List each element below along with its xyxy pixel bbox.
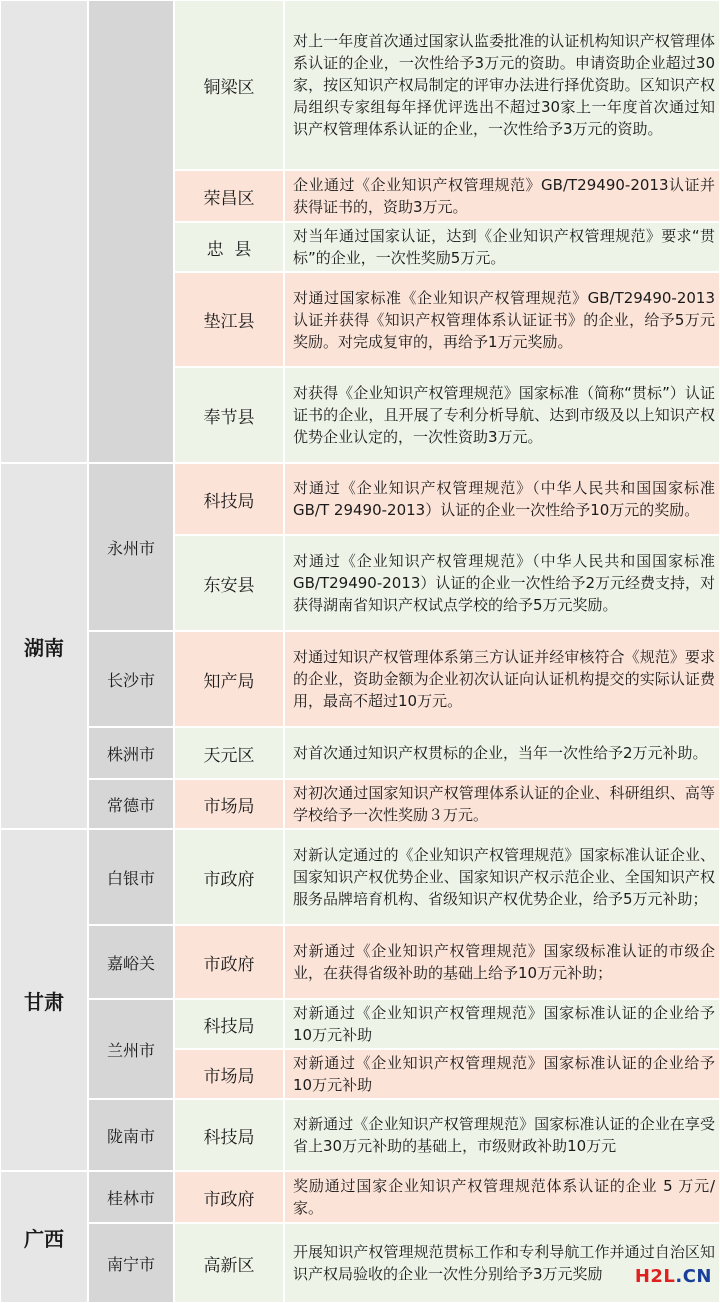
table-row xyxy=(0,727,720,779)
city-cell: 南宁市 xyxy=(88,1223,174,1303)
policy-text: 对新认定通过的《企业知识产权管理规范》国家标准认证企业、国家知识产权优势企业、国家知识产权示范企业、全国知识产权服务品牌培育机构、省级知识产权优势企业，给予5万元补助； xyxy=(284,829,720,925)
policy-text: 对通过《企业知识产权管理规范》（中华人民共和国国家标准GB/T29490-2013）认证的企业一次性给予2万元经费支持，对获得湖南省知识产权试点学校的给予5万元奖励。 xyxy=(284,535,720,631)
table-row xyxy=(0,463,720,535)
dept-cell: 东安县 xyxy=(174,535,284,631)
policy-text: 奖励通过国家企业知识产权管理规范体系认证的企业 5 万元/家。 xyxy=(284,1171,720,1223)
table-row xyxy=(0,1171,720,1223)
table-row xyxy=(0,1099,720,1171)
city-cell: 常德市 xyxy=(88,779,174,829)
city-cell: 陇南市 xyxy=(88,1099,174,1171)
table-row xyxy=(0,631,720,727)
policy-text: 对新通过《企业知识产权管理规范》国家级标准认证的市级企业，在获得省级补助的基础上给予10万元补助； xyxy=(284,925,720,999)
policy-text: 对获得《企业知识产权管理规范》国家标准（简称“贯标”）认证证书的企业，且开展了专利分析导航、达到市级及以上知识产权优势企业认定的，一次性资助3万元。 xyxy=(284,367,720,463)
policy-text: 对首次通过知识产权贯标的企业，当年一次性给予2万元补助。 xyxy=(284,727,720,779)
province-cell: 甘肃 xyxy=(0,829,88,1171)
policy-text: 对上一年度首次通过国家认监委批准的认证机构知识产权管理体系认证的企业，一次性给予3万元的资助。申请资助企业超过30家，按区知识产权局制定的评审办法进行择优资助。区知识产权局组织专家组每年择优评选出不超过30家上一年度首次通过知识产权管理体系认证的企业，一次性给予3万元的资助。 xyxy=(284,0,720,170)
table-row xyxy=(0,779,720,829)
dept-cell: 市政府 xyxy=(174,829,284,925)
table-row xyxy=(0,829,720,925)
dept-cell: 科技局 xyxy=(174,1099,284,1171)
dept-cell: 市政府 xyxy=(174,925,284,999)
dept-cell: 垫江县 xyxy=(174,272,284,367)
city-cell-empty xyxy=(88,0,174,463)
province-cell: 湖南 xyxy=(0,463,88,829)
city-cell: 桂林市 xyxy=(88,1171,174,1223)
city-cell: 永州市 xyxy=(88,463,174,631)
city-cell: 兰州市 xyxy=(88,999,174,1099)
dept-cell: 科技局 xyxy=(174,463,284,535)
dept-cell: 市场局 xyxy=(174,1049,284,1099)
dept-cell: 忠 县 xyxy=(174,222,284,272)
dept-cell: 市政府 xyxy=(174,1171,284,1223)
city-cell: 白银市 xyxy=(88,829,174,925)
watermark-part1: H2L xyxy=(634,1266,676,1287)
policy-text: 对初次通过国家知识产权管理体系认证的企业、科研组织、高等学校给予一次性奖励３万元。 xyxy=(284,779,720,829)
dept-cell: 荣昌区 xyxy=(174,170,284,222)
dept-cell: 市场局 xyxy=(174,779,284,829)
policy-text: 对当年通过国家认证，达到《企业知识产权管理规范》要求“贯标”的企业，一次性奖励5万元。 xyxy=(284,222,720,272)
policy-text: 对新通过《企业知识产权管理规范》国家标准认证的企业在享受省上30万元补助的基础上，市级财政补助10万元 xyxy=(284,1099,720,1171)
table-row xyxy=(0,925,720,999)
dept-cell: 知产局 xyxy=(174,631,284,727)
city-cell: 株洲市 xyxy=(88,727,174,779)
policy-text: 对通过国家标准《企业知识产权管理规范》GB/T29490-2013认证并获得《知识产权管理体系认证证书》的企业，给予5万元奖励。对完成复审的，再给予1万元奖励。 xyxy=(284,272,720,367)
province-cell: 广西 xyxy=(0,1171,88,1303)
policy-text: 对通过《企业知识产权管理规范》（中华人民共和国国家标准GB/T 29490-2013）认证的企业一次性给予10万元的奖励。 xyxy=(284,463,720,535)
dept-cell: 铜梁区 xyxy=(174,0,284,170)
table-row xyxy=(0,0,720,170)
policy-text: 对新通过《企业知识产权管理规范》国家标准认证的企业给予10万元补助 xyxy=(284,999,720,1049)
table-row xyxy=(0,999,720,1049)
dept-cell: 高新区 xyxy=(174,1223,284,1303)
city-cell: 长沙市 xyxy=(88,631,174,727)
policy-text: 开展知识产权管理规范贯标工作和专利导航工作并通过自治区知识产权局验收的企业一次性分别给予3万元奖励 xyxy=(284,1223,720,1303)
table-row xyxy=(0,1223,720,1303)
watermark-logo xyxy=(635,1266,712,1287)
dept-cell: 科技局 xyxy=(174,999,284,1049)
dept-cell: 奉节县 xyxy=(174,367,284,463)
province-cell xyxy=(0,0,88,463)
city-cell: 嘉峪关 xyxy=(88,925,174,999)
policy-text: 企业通过《企业知识产权管理规范》GB/T29490-2013认证并获得证书的，资助3万元。 xyxy=(284,170,720,222)
watermark-part2: .CN xyxy=(675,1266,712,1287)
policy-text: 对新通过《企业知识产权管理规范》国家标准认证的企业给予10万元补助 xyxy=(284,1049,720,1099)
policy-text: 对通过知识产权管理体系第三方认证并经审核符合《规范》要求的企业，资助金额为企业初次认证向认证机构提交的实际认证费用，最高不超过10万元。 xyxy=(284,631,720,727)
dept-cell: 天元区 xyxy=(174,727,284,779)
